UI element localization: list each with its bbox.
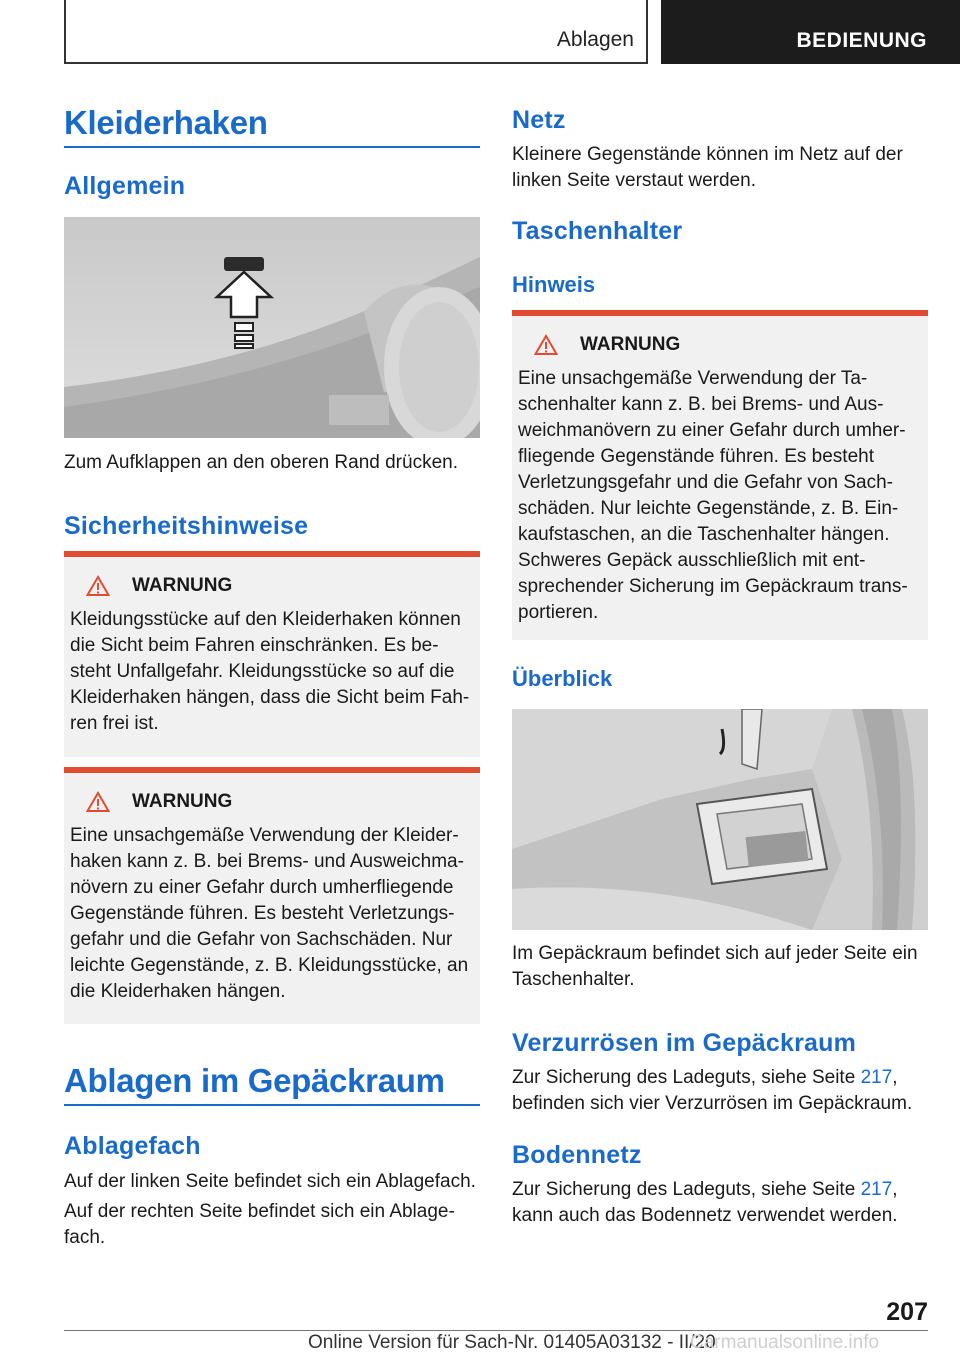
heading-ablagefach: Ablagefach [64,1132,201,1160]
page-link[interactable]: 217 [860,1179,893,1200]
warning-triangle-icon [534,334,558,356]
heading-rule [64,1104,480,1106]
gepaeckraum-photo [512,709,928,930]
paragraph-ablagefach-2: Auf der rechten Seite befindet sich ein Ablage-fach. [64,1201,455,1248]
heading-netz: Netz [512,106,566,134]
kleiderhaken-photo [64,217,480,438]
caption-allgemein: Zum Aufklappen an den oberen Rand drücken. [64,452,458,473]
heading-verzurroesen: Verzurrösen im Gepäckraum [512,1029,857,1057]
header-section-title: Ablagen [556,28,634,51]
heading-ueberblick: Überblick [512,666,613,691]
footer-watermark: Carmanualsonline.info [690,1332,880,1353]
warning-triangle-icon [86,791,110,813]
header-chapter-tab: BEDIENUNG [661,0,960,64]
warning-header [70,575,474,597]
heading-hinweis: Hinweis [512,272,596,297]
warning-header [70,791,474,813]
warning-label: WARNUNG [132,791,233,812]
paragraph-bodennetz: Zur Sicherung des Ladeguts, siehe Seite 217, kann auch das Bodennetz verwendet werden. [512,1179,898,1226]
warning-box-3 [512,316,928,640]
paragraph-netz: Kleinere Gegenstände können im Netz auf der linken Seite verstaut werden. [512,144,903,191]
caption-ueberblick: Im Gepäckraum befindet sich auf jeder Seite ein Taschenhalter. [512,943,918,990]
paragraph-verzurroesen: Zur Sicherung des Ladeguts, siehe Seite 217, befinden sich vier Verzurrösen im Gepäckraum. [512,1067,913,1114]
heading-bodennetz: Bodennetz [512,1141,642,1169]
warning-header [518,334,922,356]
warning-box-2 [64,773,480,1024]
warning-label: WARNUNG [580,334,681,355]
warning-text: Eine unsachgemäße Verwendung der Ta-schenhalter kann z. B. bei Brems- und Aus-weichmanövern zu einer Gefahr durch umher-fliegende Gegenstände führen. Es besteht Verletzungsgefahr und die Gefahr von Sach-schäden. Nur leichte Gegenstände, z. B. Ein-kaufstaschen, an die Taschenhalter hängen. Schweres Gepäck ausschließlich mit ent-sprechender Sicherung im Gepäckraum trans-portieren. [518,368,908,623]
footer-rule [64,1330,928,1331]
warning-label: WARNUNG [132,575,233,596]
page-link[interactable]: 217 [860,1067,893,1088]
paragraph-ablagefach-1: Auf der linken Seite befindet sich ein Ablagefach. [64,1171,476,1192]
warning-text: Eine unsachgemäße Verwendung der Kleider-haken kann z. B. bei Brems- und Ausweichma-növern zu einer Gefahr durch umherfliegende Gegenstände führen. Es besteht Verletzungs-gefahr und die Gefahr von Sachschäden. Nur leichte Gegenstände, z. B. Kleidungsstücke, an die Kleiderhaken hängen. [70,825,469,1002]
warning-box-1 [64,557,480,757]
footer-online-version: Online Version für Sach-Nr. 01405A03132 - II/20 [308,1332,716,1353]
warning-triangle-icon [86,575,110,597]
warning-text: Kleidungsstücke auf den Kleiderhaken können die Sicht beim Fahren einschränken. Es be-steht Unfallgefahr. Kleidungsstücke so auf die Kleiderhaken hängen, dass die Sicht beim Fah-ren frei ist. [70,609,470,734]
heading-rule [64,146,480,148]
heading-sicherheitshinweise: Sicherheitshinweise [64,512,309,540]
heading-kleiderhaken: Kleiderhaken [64,104,268,141]
heading-ablagen-gepaeckraum: Ablagen im Gepäckraum [64,1062,445,1099]
heading-taschenhalter: Taschenhalter [512,217,683,245]
page-number: 207 [886,1298,928,1326]
heading-allgemein: Allgemein [64,172,186,200]
